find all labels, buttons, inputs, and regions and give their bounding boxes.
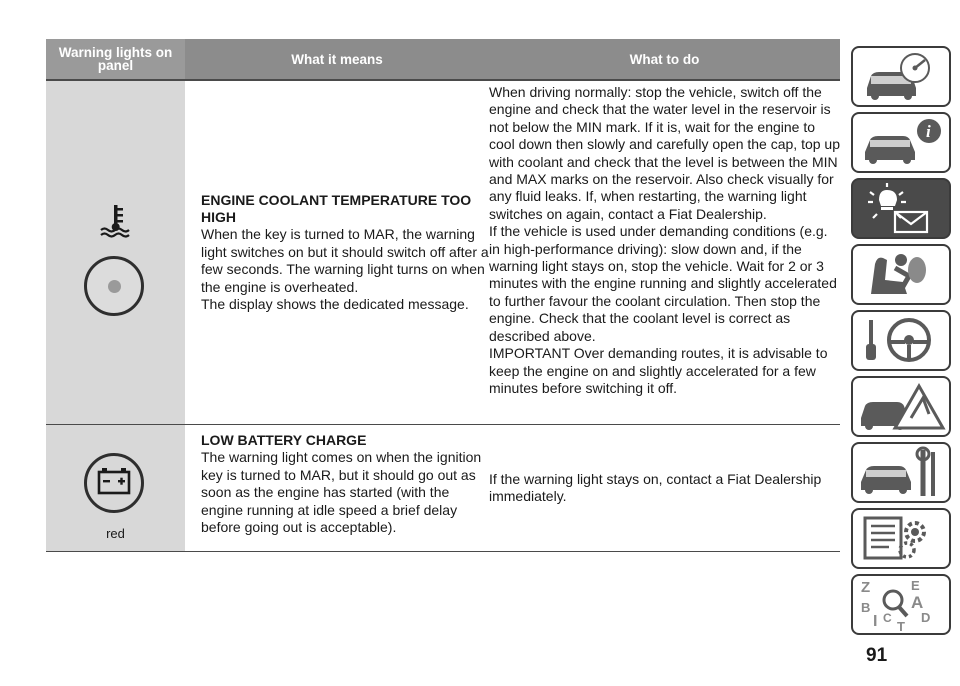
airbag-seat-icon [853,246,949,303]
meaning-text: When the key is turned to MAR, the warning light switches on but it should switch off after a few seconds. The warning light turns on when the engine is overheated. [201,226,489,295]
svg-text:D: D [921,610,931,625]
car-info-icon [853,114,949,171]
meaning-cell [185,425,489,551]
header-warning-lights: Warning lights on panel [46,39,185,79]
page-number: 91 [866,645,888,666]
warning-lamp-icon [84,256,144,316]
icon-cell [46,425,185,551]
svg-text:i: i [926,122,931,141]
tab-info[interactable] [851,112,951,173]
meaning-cell [185,81,489,424]
battery-icon [84,453,144,513]
index-az-icon [853,576,949,633]
icon-cell [46,81,185,424]
tab-dashboard[interactable] [851,46,951,107]
todo-paragraph-2: If the vehicle is used under demanding conditions (e.g. in high-performance driving): slow down and, if the warning light stays on, stop the vehicle. Wait for 2 or 3 minutes with the engine running and slightly accelerated to further favour the coolant circulation. Then stop the engine. Check that the coolant level is correct as described above. [489,223,837,344]
table-row-battery [46,425,840,552]
meaning-title: ENGINE COOLANT TEMPERATURE TOO HIGH [201,191,472,225]
svg-text:Z: Z [861,579,871,596]
what-to-do-cell [489,425,840,551]
svg-text:E: E [911,578,920,593]
svg-text:I: I [873,613,878,630]
table-row-coolant [46,81,840,425]
lamp-color-label: red [106,526,125,541]
meaning-text-2: The display shows the dedicated message. [201,296,469,313]
header-what-to-do: What to do [629,51,700,67]
meaning-title: LOW BATTERY CHARGE [201,432,367,448]
tab-index[interactable] [851,574,951,635]
svg-text:T: T [897,619,905,633]
meaning-text: The warning light comes on when the ignition key is turned to MAR, but it should go out as soon as the engine has started (with the engine running at idle speed a brief delay before going out is acceptable). [201,449,482,536]
todo-paragraph-1: If the warning light stays on, contact a Fiat Dealership immediately. [489,470,822,504]
todo-paragraph-3: IMPORTANT Over demanding routes, it is advisable to keep the engine on and slightly accelerated for a few minutes before switching it off. [489,345,828,396]
svg-text:B: B [861,600,871,615]
tab-safety[interactable] [851,244,951,305]
svg-text:C: C [883,611,892,625]
car-dashboard-icon [853,48,949,105]
table-header [46,39,840,81]
specs-gears-icon [853,510,949,567]
header-what-it-means: What it means [291,51,383,67]
car-service-icon [853,444,949,501]
warning-lights-table [46,39,840,552]
coolant-temperature-icon [99,203,133,239]
tab-service[interactable] [851,442,951,503]
svg-text:A: A [911,593,924,612]
tab-emergency[interactable] [851,376,951,437]
tab-warning-lights[interactable] [851,178,951,239]
todo-paragraph-1: When driving normally: stop the vehicle, switch off the engine and check that the water level in the reservoir is not below the MIN mark. If it is, wait for the engine to cool down then slowly and carefully open the cap, top up with coolant and check that the level is between the MIN and MAX marks on the reservoir. Also check visually for any fluid leaks. If, when restarting, the warning light switches on again, contact a Fiat Dealership. [489,84,841,222]
tab-starting-driving[interactable] [851,310,951,371]
warning-light-message-icon [853,180,949,237]
car-emergency-icon [853,378,949,435]
steering-key-icon [853,312,949,369]
what-to-do-cell [489,81,840,424]
tab-specifications[interactable] [851,508,951,569]
